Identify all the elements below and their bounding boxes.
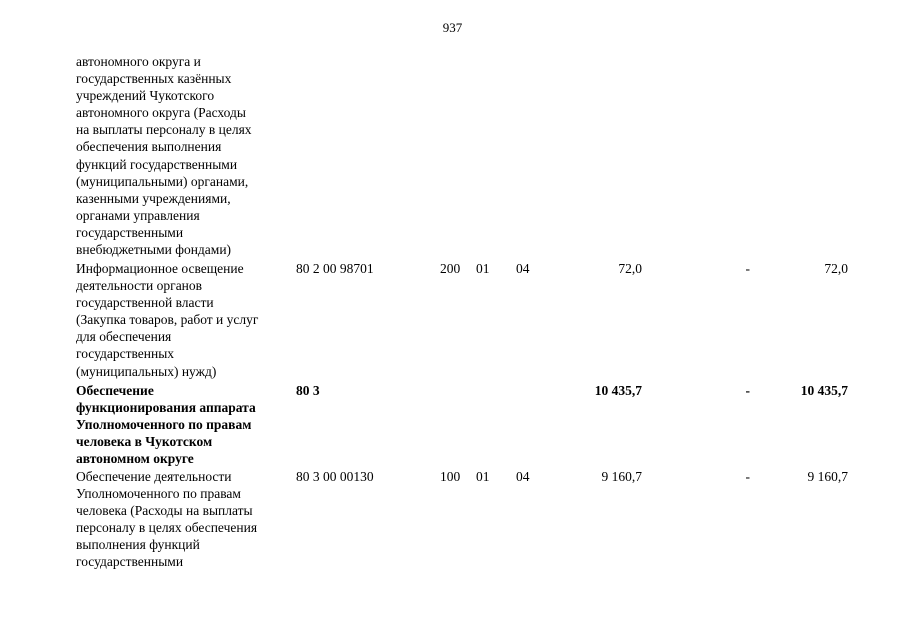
target-article-code: 80 2 00 98701 — [296, 261, 374, 276]
target-article-code: 80 3 — [296, 383, 320, 398]
subsection-code: 04 — [516, 469, 530, 484]
name-line: Уполномоченного по правам — [76, 417, 252, 433]
name-line: государственных казённых — [76, 71, 232, 87]
row-name — [76, 468, 291, 571]
amount-federal: - — [745, 383, 750, 398]
section-code: 01 — [476, 469, 490, 484]
section-code: 01 — [476, 261, 490, 276]
name-line: автономного округа и — [76, 54, 201, 69]
name-line: человека в Чукотском — [76, 434, 213, 450]
name-line: казенными учреждениями, — [76, 190, 231, 206]
page-number: 937 — [442, 20, 463, 35]
subsection-code: 04 — [516, 261, 530, 276]
name-line: для обеспечения — [76, 329, 172, 345]
name-line: государственной власти — [76, 295, 214, 311]
name-line: внебюджетными фондами) — [76, 242, 232, 258]
amount-total: 9 160,7 — [601, 469, 642, 484]
name-line: Обеспечение деятельности — [76, 469, 232, 484]
amount-regional: 10 435,7 — [800, 383, 848, 398]
name-line: автономного округа (Расходы — [76, 105, 246, 121]
target-article-code: 80 3 00 00130 — [296, 469, 374, 484]
name-line: Информационное освещение — [76, 261, 244, 276]
amount-total: 72,0 — [618, 261, 642, 276]
name-line: функционирования аппарата — [76, 400, 256, 416]
amount-federal: - — [745, 469, 750, 484]
amount-federal: - — [745, 261, 750, 276]
expense-type-code: 100 — [440, 469, 461, 484]
name-line: Уполномоченного по правам — [76, 486, 241, 502]
name-line: выполнения функций — [76, 537, 200, 553]
name-line: государственных — [76, 346, 175, 362]
name-line: функций государственными — [76, 156, 238, 172]
name-line: персоналу в целях обеспечения — [76, 520, 258, 536]
name-line: государственными — [76, 224, 184, 240]
name-line: человека (Расходы на выплаты — [76, 503, 253, 519]
name-line: Обеспечение — [76, 383, 154, 398]
amount-regional: 9 160,7 — [807, 469, 848, 484]
name-line: органами управления — [76, 207, 200, 223]
name-line: (муниципальных) нужд) — [76, 363, 217, 379]
name-line: (муниципальными) органами, — [76, 173, 249, 189]
name-line: деятельности органов — [76, 278, 203, 294]
row-name — [76, 382, 291, 467]
name-line: учреждений Чукотского — [76, 88, 215, 104]
name-line: автономном округе — [76, 451, 194, 467]
row-name — [76, 260, 291, 380]
amount-total: 10 435,7 — [594, 383, 642, 398]
row-name — [76, 53, 291, 258]
name-line: государственными — [76, 554, 184, 570]
amount-regional: 72,0 — [824, 261, 848, 276]
expense-type-code: 200 — [440, 261, 461, 276]
name-line: обеспечения выполнения — [76, 139, 222, 155]
name-line: на выплаты персоналу в целях — [76, 122, 252, 138]
name-line: (Закупка товаров, работ и услуг — [76, 312, 259, 328]
